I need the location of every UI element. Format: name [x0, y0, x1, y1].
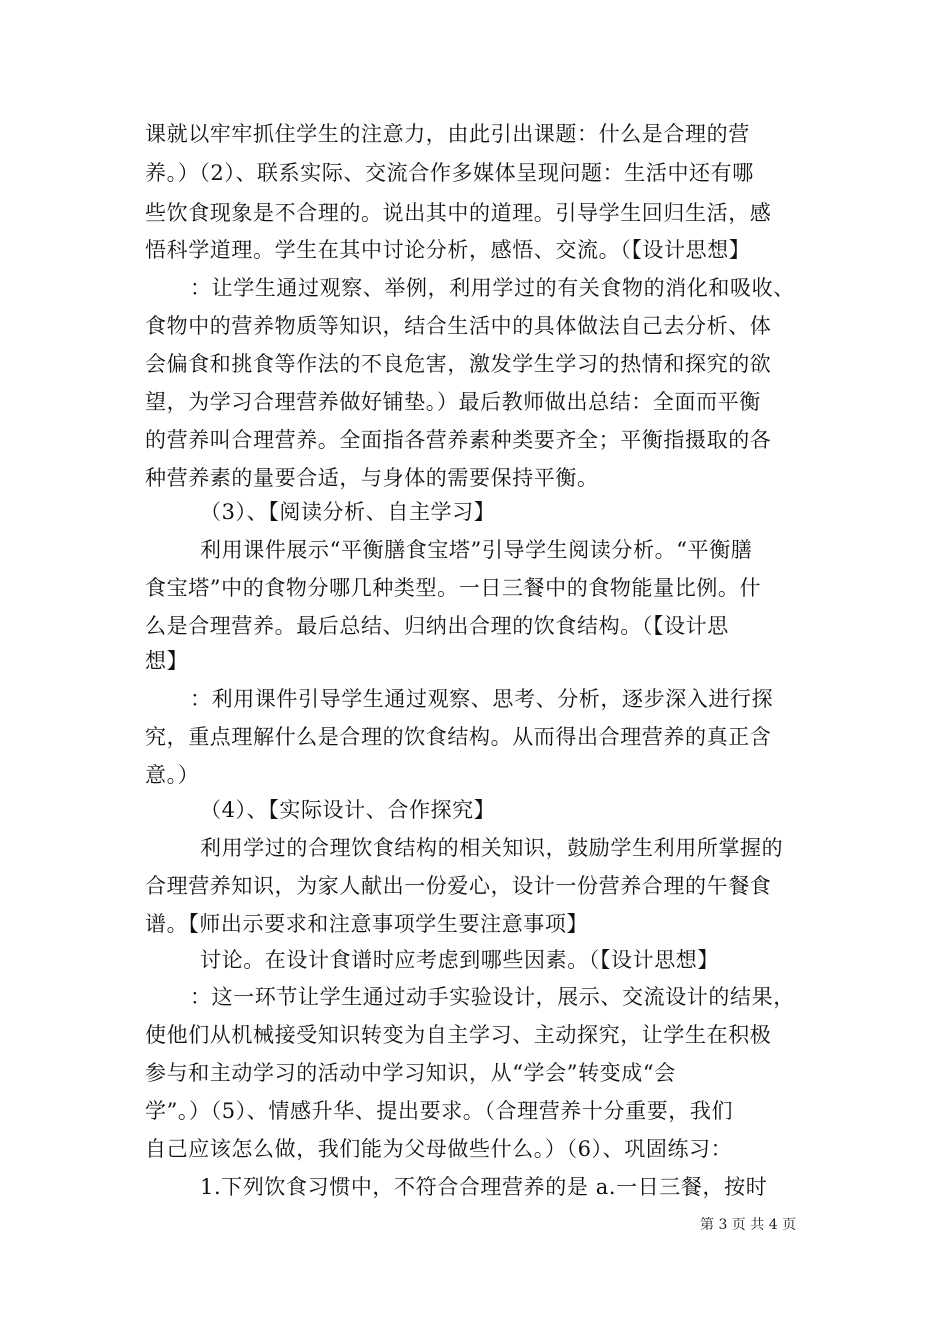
body-text-line: 利用课件展示“平衡膳食宝塔”引导学生阅读分析。“平衡膳 [200, 538, 753, 562]
body-text-line: 学”。）（5）、情感升华、提出要求。（合理营养十分重要，我们 [145, 1099, 734, 1123]
section-heading: （4）、【实际设计、合作探究】 [200, 798, 496, 822]
body-text-line: 悟科学道理。学生在其中讨论分析，感悟、交流。（【设计思想】 [145, 238, 751, 262]
body-text-line: 自己应该怎么做，我们能为父母做些什么。）（6）、巩固练习： [145, 1137, 733, 1161]
section-heading: （3）、【阅读分析、自主学习】 [200, 500, 496, 524]
body-text-line: 究，重点理解什么是合理的饮食结构。从而得出合理营养的真正含 [145, 725, 772, 749]
body-text-line: 讨论。在设计食谱时应考虑到哪些因素。（【设计思想】 [200, 948, 719, 972]
body-text-line: 种营养素的量要合适，与身体的需要保持平衡。 [145, 466, 599, 490]
body-text-line: 些饮食现象是不合理的。说出其中的道理。引导学生回归生活，感 [145, 201, 772, 225]
body-text-line: 意。） [145, 763, 200, 787]
body-text-line: 1.下列饮食习惯中，不符合合理营养的是 a.一日三餐，按时 [200, 1175, 768, 1199]
body-text-line: 使他们从机械接受知识转变为自主学习、主动探究，让学生在积极 [145, 1023, 772, 1047]
body-text-line: 望，为学习合理营养做好铺垫。）最后教师做出总结：全面而平衡 [145, 390, 761, 414]
body-text-line: 食宝塔”中的食物分哪几种类型。一日三餐中的食物能量比例。什 [145, 576, 762, 600]
body-text-line: ：这一环节让学生通过动手实验设计，展示、交流设计的结果， [190, 985, 795, 1009]
body-text-line: 课就以牢牢抓住学生的注意力，由此引出课题：什么是合理的营 [145, 122, 750, 146]
body-text-line: 谱。【师出示要求和注意事项学生要注意事项】 [145, 912, 589, 936]
body-text-line: 参与和主动学习的活动中学习知识，从“学会”转变成“会 [145, 1061, 676, 1085]
body-text-line: 么是合理营养。最后总结、归纳出合理的饮食结构。（【设计思 [145, 614, 729, 638]
body-text-line: 利用学过的合理饮食结构的相关知识，鼓励学生利用所掌握的 [200, 836, 784, 860]
page-number-footer: 第 3 页 共 4 页 [700, 1217, 797, 1233]
body-text-line: 养。）（2）、联系实际、交流合作多媒体呈现问题：生活中还有哪 [145, 161, 754, 185]
body-text-line: 合理营养知识，为家人献出一份爱心，设计一份营养合理的午餐食 [145, 874, 772, 898]
body-text-line: ：利用课件引导学生通过观察、思考、分析，逐步深入进行探 [190, 687, 774, 711]
body-text-line: 会偏食和挑食等作法的不良危害，激发学生学习的热情和探究的欲 [145, 352, 772, 376]
body-text-line: 食物中的营养物质等知识，结合生活中的具体做法自己去分析、体 [145, 314, 772, 338]
body-text-line: ：让学生通过观察、举例，利用学过的有关食物的消化和吸收、 [190, 276, 795, 300]
body-text-line: 的营养叫合理营养。全面指各营养素种类要齐全；平衡指摄取的各 [145, 428, 772, 452]
body-text-line: 想】 [145, 649, 189, 673]
